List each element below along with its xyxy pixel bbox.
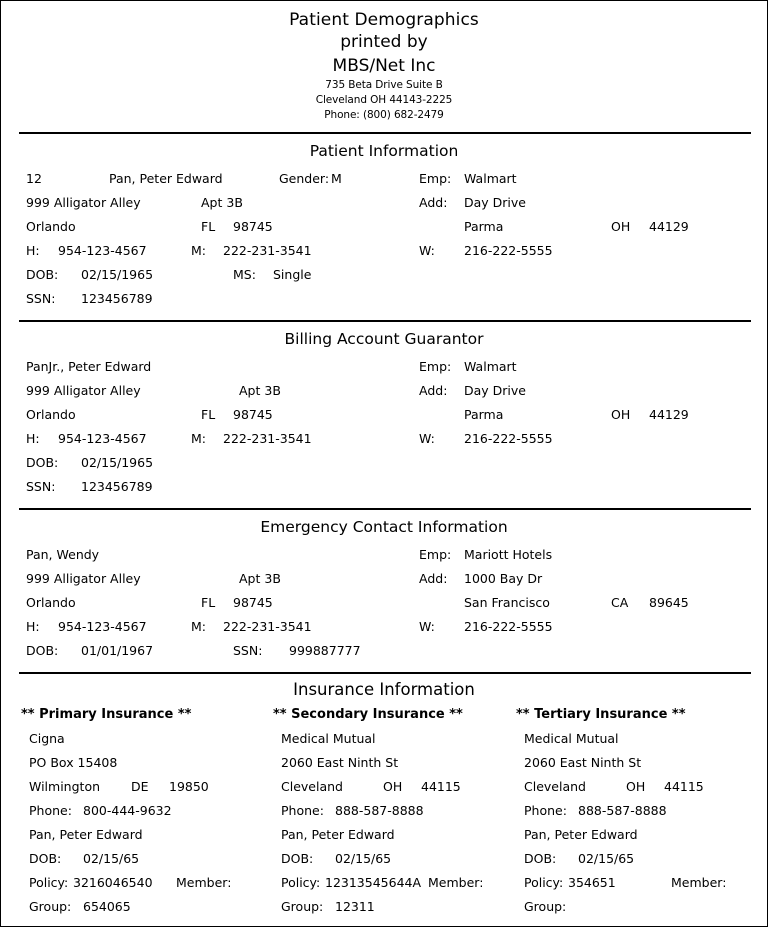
emergency-mobile-label: M: — [191, 619, 206, 634]
guarantor-work-label: W: — [419, 431, 435, 446]
primary-address: PO Box 15408 — [29, 755, 118, 770]
tertiary-city: Cleveland — [524, 779, 586, 794]
guarantor-address-line1: 999 Alligator Alley — [26, 383, 141, 398]
patient-employer-city: Parma — [464, 219, 504, 234]
guarantor-dob-value: 02/15/1965 — [81, 455, 154, 470]
tertiary-phone-value: 888-587-8888 — [578, 803, 667, 818]
guarantor-home-phone: 954-123-4567 — [58, 431, 147, 446]
patient-dob-value: 02/15/1965 — [81, 267, 154, 282]
patient-marital-status-label: MS: — [233, 267, 256, 282]
emergency-name: Pan, Wendy — [26, 547, 100, 562]
patient-account-number: 12 — [26, 171, 42, 186]
emergency-row-phones — [1, 615, 767, 639]
secondary-phone-row — [273, 799, 523, 823]
secondary-dob-label: DOB: — [281, 851, 314, 866]
guarantor-employer-state: OH — [611, 407, 631, 422]
guarantor-row-phones — [1, 427, 767, 451]
emergency-work-phone: 216-222-5555 — [464, 619, 553, 634]
guarantor-work-phone: 216-222-5555 — [464, 431, 553, 446]
secondary-dob-row — [273, 847, 523, 871]
tertiary-dob-row — [516, 847, 766, 871]
patient-address-line1: 999 Alligator Alley — [26, 195, 141, 210]
primary-group-value: 654065 — [83, 899, 131, 914]
patient-mobile-phone: 222-231-3541 — [223, 243, 312, 258]
primary-group-row — [21, 895, 271, 919]
guarantor-add-label: Add: — [419, 383, 448, 398]
secondary-state: OH — [383, 779, 403, 794]
emergency-employer-address: 1000 Bay Dr — [464, 571, 543, 586]
emergency-employer-zip: 89645 — [649, 595, 689, 610]
primary-zip: 19850 — [169, 779, 209, 794]
patient-work-label: W: — [419, 243, 435, 258]
secondary-zip: 44115 — [421, 779, 461, 794]
document-title: Patient Demographics — [289, 10, 479, 30]
guarantor-mobile-label: M: — [191, 431, 206, 446]
primary-phone-row — [21, 799, 271, 823]
patient-employer-zip: 44129 — [649, 219, 689, 234]
primary-dob-label: DOB: — [29, 851, 62, 866]
primary-carrier: Cigna — [29, 731, 65, 746]
guarantor-emp-value: Walmart — [464, 359, 517, 374]
secondary-policy-row — [273, 871, 523, 895]
patient-section-title: Patient Information — [309, 142, 459, 160]
emergency-row-name — [1, 543, 767, 567]
guarantor-employer-zip: 44129 — [649, 407, 689, 422]
patient-work-phone: 216-222-5555 — [464, 243, 553, 258]
company-address-line2: Cleveland OH 44143-2225 — [315, 94, 453, 106]
patient-emp-label: Emp: — [419, 171, 452, 186]
guarantor-emp-label: Emp: — [419, 359, 452, 374]
primary-member-label: Member: — [176, 875, 232, 890]
tertiary-phone-label: Phone: — [524, 803, 567, 818]
emergency-home-phone: 954-123-4567 — [58, 619, 147, 634]
primary-phone-label: Phone: — [29, 803, 72, 818]
primary-policy-row — [21, 871, 271, 895]
emergency-address-line2: Apt 3B — [239, 571, 281, 586]
guarantor-section-title: Billing Account Guarantor — [284, 330, 484, 348]
emergency-row-citystate — [1, 591, 767, 615]
guarantor-row-citystate — [1, 403, 767, 427]
patient-home-label: H: — [26, 243, 40, 258]
patient-gender-label: Gender: — [279, 171, 330, 186]
primary-policy-label: Policy: — [29, 875, 69, 890]
patient-mobile-label: M: — [191, 243, 206, 258]
guarantor-employer-address: Day Drive — [464, 383, 526, 398]
emergency-add-label: Add: — [419, 571, 448, 586]
insurance-column-secondary — [273, 703, 523, 919]
patient-ssn-label: SSN: — [26, 291, 56, 306]
patient-zip: 98745 — [233, 219, 273, 234]
tertiary-policy-value: 354651 — [568, 875, 616, 890]
guarantor-row-name — [1, 355, 767, 379]
patient-row-dob — [1, 263, 767, 287]
secondary-dob-value: 02/15/65 — [335, 851, 392, 866]
secondary-phone-value: 888-587-8888 — [335, 803, 424, 818]
guarantor-employer-city: Parma — [464, 407, 504, 422]
secondary-city: Cleveland — [281, 779, 343, 794]
emergency-home-label: H: — [26, 619, 40, 634]
tertiary-policy-label: Policy: — [524, 875, 564, 890]
printed-by-label: printed by — [340, 32, 428, 52]
company-address-line1: 735 Beta Drive Suite B — [325, 79, 443, 91]
guarantor-name: PanJr., Peter Edward — [26, 359, 152, 374]
emergency-row-dob-ssn — [1, 639, 767, 663]
patient-address-line2: Apt 3B — [201, 195, 243, 210]
patient-dob-label: DOB: — [26, 267, 59, 282]
patient-row-name — [1, 167, 767, 191]
primary-citystatezip — [21, 775, 271, 799]
secondary-member-label: Member: — [428, 875, 484, 890]
insurance-column-primary — [21, 703, 271, 919]
primary-phone-value: 800-444-9632 — [83, 803, 172, 818]
secondary-phone-label: Phone: — [281, 803, 324, 818]
guarantor-city: Orlando — [26, 407, 76, 422]
tertiary-state: OH — [626, 779, 646, 794]
patient-employer-state: OH — [611, 219, 631, 234]
emergency-work-label: W: — [419, 619, 435, 634]
emergency-employer-city: San Francisco — [464, 595, 550, 610]
company-phone: Phone: (800) 682-2479 — [324, 109, 444, 121]
secondary-group-value: 12311 — [335, 899, 375, 914]
patient-name: Pan, Peter Edward — [109, 171, 223, 186]
primary-city: Wilmington — [29, 779, 101, 794]
emergency-contact-block — [1, 543, 767, 663]
emergency-ssn-label: SSN: — [233, 643, 263, 658]
guarantor-row-address — [1, 379, 767, 403]
emergency-state: FL — [201, 595, 216, 610]
emergency-emp-label: Emp: — [419, 547, 452, 562]
patient-marital-status-value: Single — [273, 267, 312, 282]
guarantor-ssn-label: SSN: — [26, 479, 56, 494]
primary-group-label: Group: — [29, 899, 72, 914]
primary-insurance-heading: ** Primary Insurance ** — [21, 707, 192, 722]
guarantor-information-block — [1, 355, 767, 499]
secondary-citystatezip — [273, 775, 523, 799]
patient-add-label: Add: — [419, 195, 448, 210]
patient-gender-value: M — [331, 171, 342, 186]
emergency-ssn-value: 999887777 — [289, 643, 361, 658]
guarantor-mobile-phone: 222-231-3541 — [223, 431, 312, 446]
guarantor-ssn-value: 123456789 — [81, 479, 153, 494]
emergency-section-title: Emergency Contact Information — [260, 518, 508, 536]
primary-subscriber: Pan, Peter Edward — [29, 827, 143, 842]
guarantor-home-label: H: — [26, 431, 40, 446]
insurance-section-title: Insurance Information — [293, 680, 475, 699]
secondary-subscriber: Pan, Peter Edward — [281, 827, 395, 842]
tertiary-citystatezip — [516, 775, 766, 799]
emergency-city: Orlando — [26, 595, 76, 610]
tertiary-insurance-heading: ** Tertiary Insurance ** — [516, 707, 686, 722]
emergency-zip: 98745 — [233, 595, 273, 610]
patient-ssn-value: 123456789 — [81, 291, 153, 306]
patient-state: FL — [201, 219, 216, 234]
patient-home-phone: 954-123-4567 — [58, 243, 147, 258]
guarantor-zip: 98745 — [233, 407, 273, 422]
secondary-group-row — [273, 895, 523, 919]
primary-dob-row — [21, 847, 271, 871]
secondary-policy-value: 12313545644A — [325, 875, 422, 890]
guarantor-address-line2: Apt 3B — [239, 383, 281, 398]
emergency-employer-state: CA — [611, 595, 629, 610]
patient-row-ssn — [1, 287, 767, 311]
tertiary-phone-row — [516, 799, 766, 823]
secondary-insurance-heading: ** Secondary Insurance ** — [273, 707, 463, 722]
guarantor-row-ssn — [1, 475, 767, 499]
emergency-address-line1: 999 Alligator Alley — [26, 571, 141, 586]
emergency-dob-label: DOB: — [26, 643, 59, 658]
emergency-row-address — [1, 567, 767, 591]
primary-dob-value: 02/15/65 — [83, 851, 140, 866]
primary-state: DE — [131, 779, 149, 794]
emergency-mobile-phone: 222-231-3541 — [223, 619, 312, 634]
tertiary-member-label: Member: — [671, 875, 727, 890]
patient-emp-value: Walmart — [464, 171, 517, 186]
tertiary-dob-value: 02/15/65 — [578, 851, 635, 866]
tertiary-group-row — [516, 895, 766, 919]
tertiary-dob-label: DOB: — [524, 851, 557, 866]
guarantor-row-dob — [1, 451, 767, 475]
emergency-dob-value: 01/01/1967 — [81, 643, 154, 658]
document-header — [1, 1, 767, 123]
secondary-carrier: Medical Mutual — [281, 731, 376, 746]
tertiary-subscriber: Pan, Peter Edward — [524, 827, 638, 842]
secondary-policy-label: Policy: — [281, 875, 321, 890]
company-name: MBS/Net Inc — [332, 56, 436, 76]
patient-city: Orlando — [26, 219, 76, 234]
insurance-column-tertiary — [516, 703, 766, 919]
tertiary-group-label: Group: — [524, 899, 567, 914]
patient-employer-address: Day Drive — [464, 195, 526, 210]
tertiary-policy-row — [516, 871, 766, 895]
primary-policy-value: 3216046540 — [73, 875, 153, 890]
tertiary-address: 2060 East Ninth St — [524, 755, 642, 770]
secondary-address: 2060 East Ninth St — [281, 755, 399, 770]
patient-row-phones — [1, 239, 767, 263]
guarantor-state: FL — [201, 407, 216, 422]
tertiary-zip: 44115 — [664, 779, 704, 794]
emergency-emp-value: Mariott Hotels — [464, 547, 553, 562]
insurance-columns — [1, 703, 767, 927]
patient-row-citystate — [1, 215, 767, 239]
secondary-group-label: Group: — [281, 899, 324, 914]
patient-row-address — [1, 191, 767, 215]
guarantor-dob-label: DOB: — [26, 455, 59, 470]
patient-information-block — [1, 167, 767, 311]
tertiary-carrier: Medical Mutual — [524, 731, 619, 746]
